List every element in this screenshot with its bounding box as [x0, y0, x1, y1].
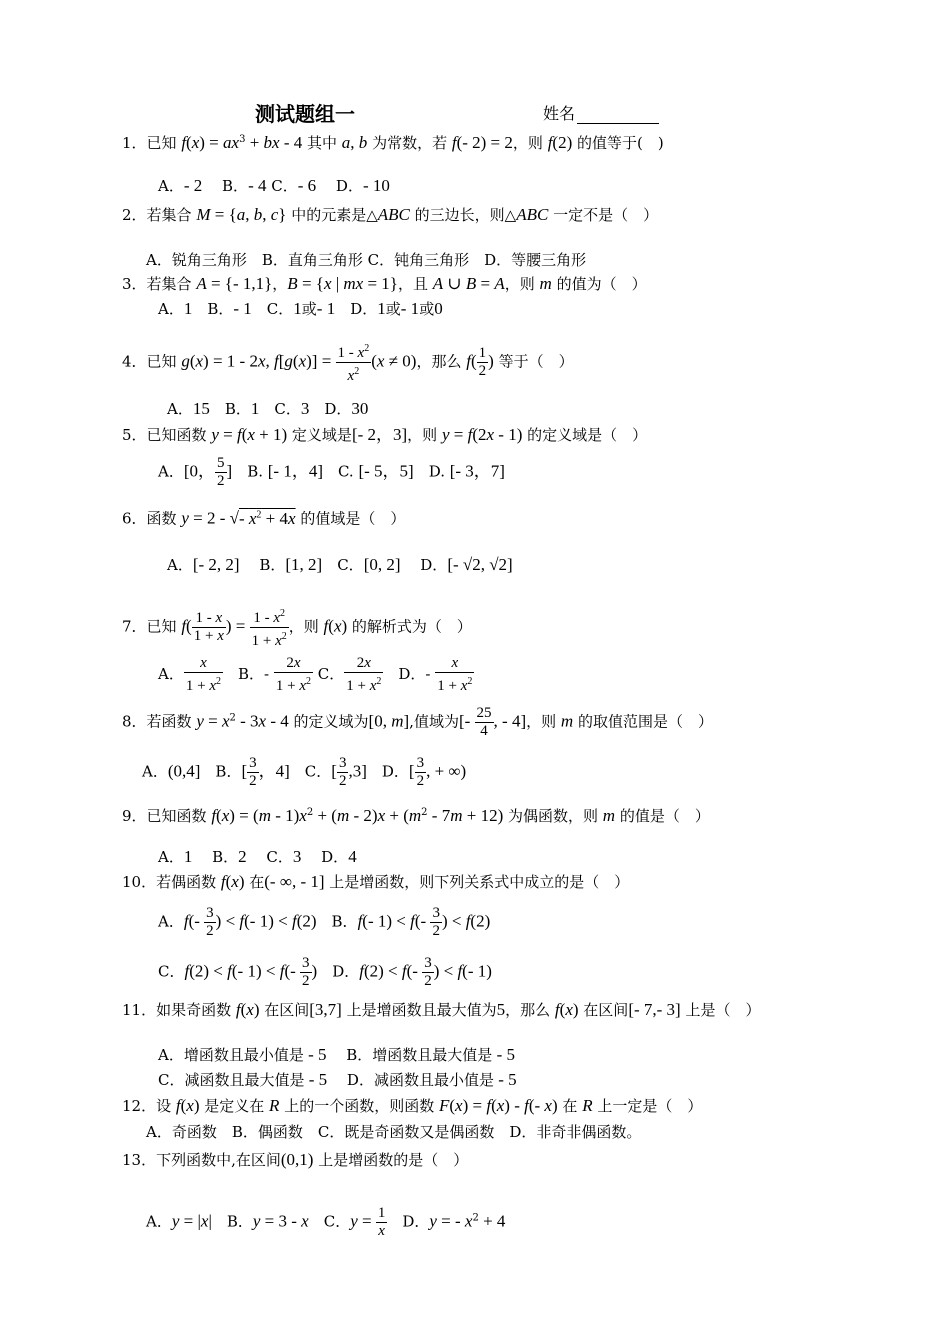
q12: 12．设 f(x) 是定义在 R 上的一个函数，则函数 F(x) = f(x) - f(- x) 在 R 上一定是（ ）	[122, 1096, 703, 1115]
q10-ab: A．f(- $\frac{3}{2}$ ) < f(- 1) < f(2) B．f(- 1) < f(- $\frac{3}{2}$ ) < f(2)	[158, 905, 491, 939]
q7-opts: A． $\frac{x}{1 + x^2}$ B．- $\frac{2x}{1 + x^2}$ C． $\frac{2x}{1 + x^2}$ D．- $\frac{x}{1 + x^2}$	[158, 655, 473, 694]
q13-opts: A．y = |x| B．y = 3 - x C．y = $\frac{1}{x}$ D．y = - $x^2 + 4$	[146, 1205, 506, 1239]
q5: 5．已知函数 y = f(x + 1) 定义域是[- 2，3]，则 y = f(2x - 1) 的定义域是（ ）	[122, 425, 648, 444]
q3-opts: A．1 B．- 1 C．1或- 1 D．1或- 1或0	[158, 299, 443, 318]
q13: 13．下列函数中,在区间(0,1) 上是增函数的是（ ）	[122, 1150, 469, 1169]
q11-ab: A．增函数且最小值是 - 5 B．增函数且最大值是 - 5	[158, 1045, 515, 1064]
q2: 2．若集合 M = {a, b, c} 中的元素是△ABC 的三边长，则△ABC 一定不是（ ）	[122, 205, 659, 224]
q6: 6．函数 y = 2 - √- $x^2 + 4x$ 的值域是（ ）	[122, 508, 406, 528]
q8-opts: A．(0,4] B．[ $\frac{3}{2}$ ，4] C．[ $\frac{3}{2}$ ,3] D．[ $\frac{3}{2}$ , + ∞)	[142, 755, 467, 789]
q3: 3．若集合 A = {- 1,1}，B = {x | mx = 1}，且 A ∪ B = A，则 m 的值为（ ）	[122, 274, 647, 293]
q9-opts: A．1 B．2 C．3 D．4	[158, 847, 357, 866]
q4-opts: A．15 B．1 C．3 D．30	[167, 399, 369, 418]
q9: 9．已知函数 $f(x) = (m - 1)x^2 + (m - 2)x + (m^2 - 7m + 12)$ 为偶函数，则 m 的值是（ ）	[122, 806, 710, 825]
q5-opts: A．[0， $\frac{5}{2}$ ] B. [- 1，4] C. [- 5，5] D. [- 3，7]	[158, 455, 505, 489]
q6-opts: A．[- 2, 2] B．[1, 2] C．[0, 2] D．[- √2, √2]	[167, 555, 513, 574]
q10: 10．若偶函数 f(x) 在(- ∞, - 1] 上是增函数，则下列关系式中成立的是（ ）	[122, 872, 630, 891]
q4: 4．已知 g(x) = 1 - 2x, f[g(x)] = $\frac{1 - x^2}{x^2}$ (x ≠ 0)，那么 f( $\frac{1}{2}$ ) 等于（ ）	[122, 340, 574, 385]
name-blank-line	[577, 108, 659, 124]
q8: 8．若函数 $y = x^2 - 3x - 4$ 的定义域为[0, m],值域为[- $\frac{25}{4}$ , - 4]，则 m 的取值范围是（ ）	[122, 705, 713, 739]
q11: 11．如果奇函数 f(x) 在区间[3,7] 上是增函数且最大值为5，那么 f(x) 在区间[- 7,- 3] 上是（ ）	[122, 1000, 761, 1019]
q1: 1．已知 $f(x) = ax^3$ + bx - 4 其中 a, b 为常数，若 f(- 2) = 2，则 f(2) 的值等于( )	[122, 133, 664, 152]
name-field	[543, 101, 659, 124]
q10-cd: C．f(2) < f(- 1) < f(- $\frac{3}{2}$ ) D．f(2) < f(- $\frac{3}{2}$ ) < f(- 1)	[158, 955, 492, 989]
page-title: 测试题组一	[255, 102, 355, 126]
q2-opts: A．锐角三角形 B．直角三角形 C．钝角三角形 D．等腰三角形	[146, 251, 587, 269]
q7: 7．已知 f( $\frac{1 - x}{1 + x}$ ) = $\frac{1 - x^2}{1 + x^2}$ ，则 f(x) 的解析式为（ ）	[122, 605, 472, 650]
q12-opts: A．奇函数 B．偶函数 C．既是奇函数又是偶函数 D．非奇非偶函数。	[146, 1123, 642, 1141]
q11-cd: C．减函数且最大值是 - 5 D．减函数且最小值是 - 5	[158, 1070, 517, 1089]
q1-opts: A．- 2 B．- 4 C．- 6 D．- 10	[158, 176, 390, 195]
name-label: 姓名	[543, 104, 576, 123]
